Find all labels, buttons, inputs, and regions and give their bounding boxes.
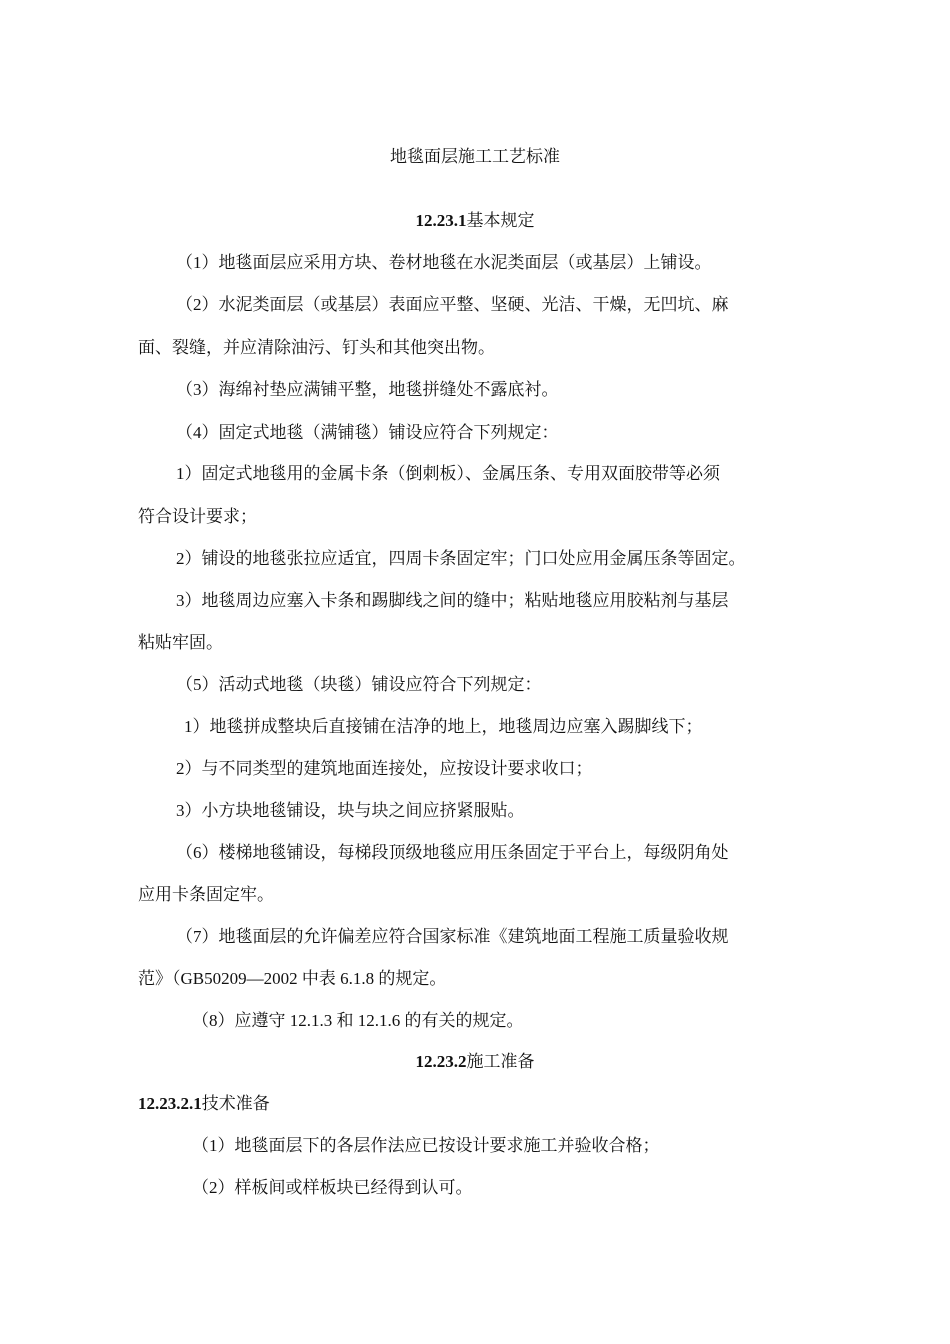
paragraph-item-4-3-line-1: 3）地毯周边应塞入卡条和踢脚线之间的缝中；粘贴地毯应用胶粘剂与基层 [176, 591, 729, 610]
section-number: 12.23.1 [415, 211, 467, 230]
paragraph-item-5-2: 2）与不同类型的建筑地面连接处，应按设计要求收口； [176, 759, 593, 778]
subsection-heading-12-23-2-1 [138, 1092, 270, 1116]
section-heading-12-23-2 [0, 1050, 950, 1074]
paragraph-item-7-line-1: （7）地毯面层的允许偏差应符合国家标准《建筑地面工程施工质量验收规 [176, 927, 729, 946]
paragraph-item-5-3: 3）小方块地毯铺设，块与块之间应挤紧服贴。 [176, 801, 525, 820]
paragraph-item-4: （4）固定式地毯（满铺毯）铺设应符合下列规定： [176, 423, 559, 442]
paragraph-item-4-3-line-2: 粘贴牢固。 [138, 633, 223, 652]
section-label: 基本规定 [466, 211, 535, 230]
document-title: 地毯面层施工工艺标准 [390, 147, 560, 166]
section-label: 施工准备 [466, 1052, 535, 1071]
paragraph-item-1: （1）地毯面层应采用方块、卷材地毯在水泥类面层（或基层）上铺设。 [176, 253, 712, 272]
paragraph-item-6-line-1: （6）楼梯地毯铺设，每梯段顶级地毯应用压条固定于平台上，每级阴角处 [176, 843, 729, 862]
paragraph-item-6-line-2: 应用卡条固定牢。 [138, 885, 274, 904]
paragraph-item-3: （3）海绵衬垫应满铺平整，地毯拼缝处不露底衬。 [176, 380, 559, 399]
paragraph-item-5-1: 1）地毯拼成整块后直接铺在洁净的地上，地毯周边应塞入踢脚线下； [184, 717, 703, 736]
paragraph-prep-item-1: （1）地毯面层下的各层作法应已按设计要求施工并验收合格； [192, 1136, 660, 1155]
paragraph-item-2-line-1: （2）水泥类面层（或基层）表面应平整、坚硬、光洁、干燥，无凹坑、麻 [176, 295, 729, 314]
paragraph-prep-item-2: （2）样板间或样板块已经得到认可。 [192, 1178, 473, 1197]
subsection-number: 12.23.2.1 [138, 1094, 202, 1113]
subsection-label: 技术准备 [201, 1094, 270, 1113]
section-number: 12.23.2 [415, 1052, 467, 1071]
paragraph-item-4-1-line-1: 1）固定式地毯用的金属卡条（倒刺板）、金属压条、专用双面胶带等必须 [176, 464, 720, 483]
paragraph-item-8: （8）应遵守 12.1.3 和 12.1.6 的有关的规定。 [192, 1011, 524, 1030]
paragraph-item-5: （5）活动式地毯（块毯）铺设应符合下列规定： [176, 675, 542, 694]
paragraph-item-4-2: 2）铺设的地毯张拉应适宜，四周卡条固定牢；门口处应用金属压条等固定。 [176, 549, 746, 568]
section-heading-12-23-1 [0, 209, 950, 233]
paragraph-item-4-1-line-2: 符合设计要求； [138, 507, 257, 526]
paragraph-item-7-line-2: 范》（GB50209—2002 中表 6.1.8 的规定。 [138, 969, 447, 988]
paragraph-item-2-line-2: 面、裂缝，并应清除油污、钉头和其他突出物。 [138, 338, 495, 357]
